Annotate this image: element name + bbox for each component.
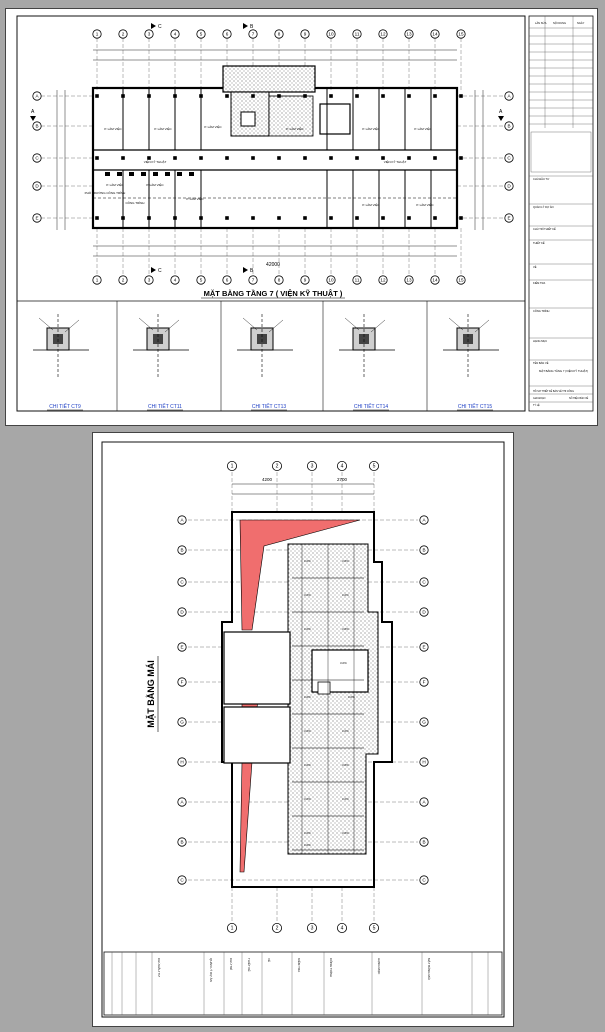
svg-text:2: 2 [275,925,279,932]
svg-text:2: 2 [121,31,125,37]
roof-grid-left-B [178,546,186,554]
roof-grid-bottom-2 [272,923,281,932]
svg-text:H: H [180,759,184,765]
grid-bubble-right-B [505,122,513,130]
svg-text:2: 2 [121,277,125,283]
sheet2-title: MẶT BẰNG MÁI [146,660,156,728]
grid-bubble-top-10 [327,30,335,38]
svg-text:1: 1 [230,925,234,932]
room-label: P. LÀM VIỆC [414,127,432,131]
section-mark-A: A [31,109,35,115]
room-label: P. LÀM VIỆC [362,203,380,207]
stair-core [223,66,315,92]
tb-footer-stage: GIAI ĐOẠN [533,397,546,400]
svg-text:8: 8 [277,277,281,283]
detail-title: CHI TIẾT CT13 [251,404,287,410]
tb-header-content: NỘI DUNG [553,22,566,25]
svg-text:4: 4 [173,31,177,37]
roof-tb-field: THIẾT KẾ [247,958,251,972]
grid-bubble-bottom-14 [431,276,439,284]
grid-bubble-top-11 [353,30,361,38]
roof-grid-right-D [420,608,428,616]
grid-bubble-bottom-13 [405,276,413,284]
svg-text:5: 5 [372,925,376,932]
grid-bubble-top-8 [275,30,283,38]
grid-bubble-top-2 [119,30,127,38]
room-label: P. LÀM VIỆC [286,127,304,131]
svg-text:14: 14 [432,31,438,37]
room-label: P. LÀM VIỆC [154,127,172,131]
svg-text:1: 1 [230,463,234,470]
svg-text:C: C [422,877,426,883]
svg-text:4: 4 [340,463,344,470]
svg-text:E: E [422,644,426,650]
section-mark-A: A [499,109,503,115]
slope-label: i=2% [304,627,311,631]
svg-text:C: C [180,579,184,585]
grid-bubble-left-E [33,214,41,222]
slope-label: i=2% [348,695,355,699]
tb-field-label: CHỦ ĐẦU TƯ [533,178,550,181]
roof-grid-bottom-1 [227,923,236,932]
grid-bubble-bottom-1 [93,276,101,284]
roof-tb-field: HẠNG MỤC [377,958,381,975]
roof-grid-right-C [420,578,428,586]
slope-label: i=2% [342,593,349,597]
svg-text:3: 3 [310,463,314,470]
room-label: P. LÀM VIỆC [416,203,434,207]
svg-text:9: 9 [303,277,307,283]
svg-text:13: 13 [406,31,412,37]
grid-bubble-bottom-8 [275,276,283,284]
detail-title: CHI TIẾT CT11 [148,404,182,410]
roof-tb-field: VẼ [267,958,271,963]
roof-grid-left-D [178,608,186,616]
svg-text:H: H [422,759,426,765]
svg-text:1: 1 [95,31,99,37]
roof-grid-right-A [420,798,428,806]
roof-grid-right-G [420,718,428,726]
svg-text:E: E [35,215,39,221]
slope-label: i=2% [342,627,349,631]
svg-text:14: 14 [432,277,438,283]
grid-bubble-top-7 [249,30,257,38]
grid-bubble-top-15 [457,30,465,38]
tb-field-label: VẼ [533,266,537,269]
total-dimension: 42000 [266,262,280,268]
room-label: P. LÀM VIỆC [104,127,122,131]
tb-field-label: CÔNG TRÌNH [533,310,550,313]
roof-tb-field: CHỦ ĐẦU TƯ [157,958,161,977]
roof-grid-left-A [178,798,186,806]
svg-text:E: E [507,215,511,221]
grid-bubble-top-13 [405,30,413,38]
svg-text:7: 7 [251,31,255,37]
roof-tb-field: MẶT BẰNG MÁI [427,958,431,980]
svg-text:7: 7 [251,277,255,283]
svg-text:3: 3 [310,925,314,932]
svg-text:C: C [180,877,184,883]
grid-bubble-bottom-3 [145,276,153,284]
slope-label: i=2% [304,797,311,801]
grid-bubble-top-5 [197,30,205,38]
grid-bubble-right-C [505,154,513,162]
svg-text:2: 2 [275,463,279,470]
svg-text:E: E [180,644,184,650]
svg-text:5: 5 [199,31,203,37]
svg-text:10: 10 [328,277,334,283]
grid-bubble-bottom-5 [197,276,205,284]
svg-text:B: B [180,547,184,553]
slope-label: i=2% [304,831,311,835]
roof-tile-area [288,544,378,854]
grid-bubble-top-1 [93,30,101,38]
svg-text:G: G [422,719,426,725]
svg-text:6: 6 [225,31,229,37]
grid-bubble-top-9 [301,30,309,38]
svg-text:D: D [507,183,511,189]
grid-bubble-left-B [33,122,41,130]
roof-grid-top-2 [272,461,281,470]
slope-label: i=2% [304,843,311,847]
grid-bubble-right-A [505,92,513,100]
svg-text:13: 13 [406,277,412,283]
roof-grid-left-C [178,876,186,884]
roof-title-block [104,952,502,1015]
section-mark-B: B [250,268,254,274]
svg-text:D: D [422,609,426,615]
tb-field-label: QUẢN LÝ DỰ ÁN [533,206,554,209]
svg-text:G: G [180,719,184,725]
svg-text:6: 6 [225,277,229,283]
roof-plan-svg [92,432,514,1027]
grid-bubble-top-4 [171,30,179,38]
svg-text:1: 1 [95,277,99,283]
grid-bubble-right-E [505,214,513,222]
grid-bubble-left-C [33,154,41,162]
roof-grid-right-C [420,876,428,884]
svg-text:3: 3 [147,277,151,283]
tb-footer-scale: TỶ LỆ [533,404,540,407]
roof-dim-top-1: 4200 [261,477,273,482]
room-label: PHÓ TRƯỞNG CÔNG TRÌNH [84,191,126,195]
roof-tb-field: QUẢN LÝ DỰ ÁN [209,958,213,982]
svg-text:15: 15 [458,31,464,37]
svg-text:12: 12 [380,31,386,37]
stair-right [320,104,350,134]
svg-text:B: B [422,839,426,845]
roof-grid-right-E [420,643,428,651]
svg-text:C: C [35,155,39,161]
room-label: P. LÀM VIỆC [106,183,124,187]
roof-grid-bottom-4 [337,923,346,932]
roof-grid-top-5 [369,461,378,470]
svg-text:A: A [180,517,184,523]
grid-bubble-bottom-2 [119,276,127,284]
tb-field-label: KIỂM TRA [533,282,546,285]
roof-grid-top-4 [337,461,346,470]
slope-label: i=2% [342,763,349,767]
slope-label: i=2% [340,661,347,665]
slope-label: i=2% [304,763,311,767]
room-label: P. LÀM VIỆC [204,125,222,129]
roof-tb-field: CHỦ TRÌ [229,958,233,971]
grid-bubble-bottom-6 [223,276,231,284]
roof-tb-field: KIỂM TRA [297,958,301,973]
tb-header-rev: LẦN SỬA [535,22,547,25]
svg-text:3: 3 [147,31,151,37]
grid-bubble-left-D [33,182,41,190]
room-label: P. LÀM VIỆC [146,183,164,187]
tb-header-date: NGÀY [577,22,585,25]
tb-footer-phase: HỒ SƠ THIẾT KẾ BẢN VẼ THI CÔNG [533,390,574,393]
roof-grid-left-F [178,678,186,686]
floor7-plan-svg [5,8,598,426]
slope-label: i=2% [304,559,311,563]
grid-bubble-bottom-15 [457,276,465,284]
room-label: P. LÀM VIỆC [362,127,380,131]
svg-text:5: 5 [199,277,203,283]
drawing-sheet-roof [92,432,514,1027]
slope-label: i=2% [342,729,349,733]
section-mark-C: C [158,268,162,274]
roof-grid-bottom-3 [307,923,316,932]
slope-label: i=2% [342,559,349,563]
roof-grid-left-E [178,643,186,651]
roof-grid-right-H [420,758,428,766]
svg-text:4: 4 [340,925,344,932]
grid-bubble-right-D [505,182,513,190]
slope-label: i=2% [342,831,349,835]
roof-grid-left-B [178,838,186,846]
room-label: CÔNG TRÌNH [125,201,145,205]
room-label: P. LÀM VIỆC [186,197,204,201]
grid-bubble-bottom-9 [301,276,309,284]
svg-text:D: D [180,609,184,615]
svg-text:B: B [35,123,39,129]
svg-text:12: 12 [380,277,386,283]
slope-label: i=2% [304,695,311,699]
svg-text:D: D [35,183,39,189]
svg-text:9: 9 [303,31,307,37]
drawing-sheet-floor7 [5,8,598,426]
detail-title: CHI TIẾT CT14 [353,404,389,410]
roof-tb-field: CÔNG TRÌNH [329,958,333,977]
svg-text:15: 15 [458,277,464,283]
tb-footer-number: SỐ HIỆU BẢN VẼ [569,397,589,400]
grid-bubble-top-3 [145,30,153,38]
roof-grid-right-B [420,546,428,554]
tb-field-label: THIẾT KẾ [533,242,545,245]
tb-field-label: TÊN BẢN VẼ [533,362,549,365]
svg-text:A: A [180,799,184,805]
svg-text:F: F [180,679,184,685]
grid-bubble-bottom-4 [171,276,179,284]
section-mark-B: B [250,24,254,30]
roof-grid-right-A [420,516,428,524]
grid-bubble-bottom-10 [327,276,335,284]
svg-text:B: B [180,839,184,845]
grid-bubble-bottom-11 [353,276,361,284]
svg-text:A: A [507,93,511,99]
roof-grid-top-3 [307,461,316,470]
svg-text:F: F [422,679,426,685]
svg-text:11: 11 [354,31,360,37]
grid-bubble-top-6 [223,30,231,38]
sheet1-title: MẶT BẰNG TẦNG 7 ( VIỆN KỸ THUẬT ) [203,289,343,298]
roof-grid-left-G [178,718,186,726]
roof-grid-right-B [420,838,428,846]
grid-bubble-bottom-7 [249,276,257,284]
svg-text:B: B [422,547,426,553]
room-label: VIỆN KỸ THUẬT [383,160,407,164]
roof-grid-top-1 [227,461,236,470]
roof-grid-bottom-5 [369,923,378,932]
section-mark-C: C [158,24,162,30]
svg-text:10: 10 [328,31,334,37]
svg-text:A: A [35,93,39,99]
svg-text:C: C [422,579,426,585]
slope-label: i=2% [304,729,311,733]
svg-text:C: C [507,155,511,161]
detail-title: CHI TIẾT CT15 [457,404,493,410]
roof-dim-top-2: 2700 [336,477,348,482]
grid-bubble-bottom-12 [379,276,387,284]
tb-field-label: HẠNG MỤC [533,340,548,343]
roof-grid-left-C [178,578,186,586]
grid-bubble-left-A [33,92,41,100]
roof-grid-right-F [420,678,428,686]
svg-text:5: 5 [372,463,376,470]
svg-text:A: A [422,799,426,805]
roof-block-lower [224,707,290,763]
svg-text:4: 4 [173,277,177,283]
svg-text:11: 11 [354,277,360,283]
detail-title: CHI TIẾT CT9 [49,404,81,410]
slope-label: i=2% [304,593,311,597]
grid-bubble-top-12 [379,30,387,38]
tb-field-label: CHỦ TRÌ THIẾT KẾ [533,228,556,231]
slope-label: i=2% [342,797,349,801]
roof-grid-left-A [178,516,186,524]
svg-text:B: B [507,123,511,129]
roof-block-upper [224,632,290,704]
title-block [529,16,593,411]
svg-text:A: A [422,517,426,523]
grid-bubble-top-14 [431,30,439,38]
roof-grid-left-H [178,758,186,766]
tb-drawing-name: MẶT BẰNG TẦNG 7 (VIỆN KỸ THUẬT) [539,369,589,373]
svg-text:8: 8 [277,31,281,37]
room-label: VIỆN KỸ THUẬT [143,160,167,164]
